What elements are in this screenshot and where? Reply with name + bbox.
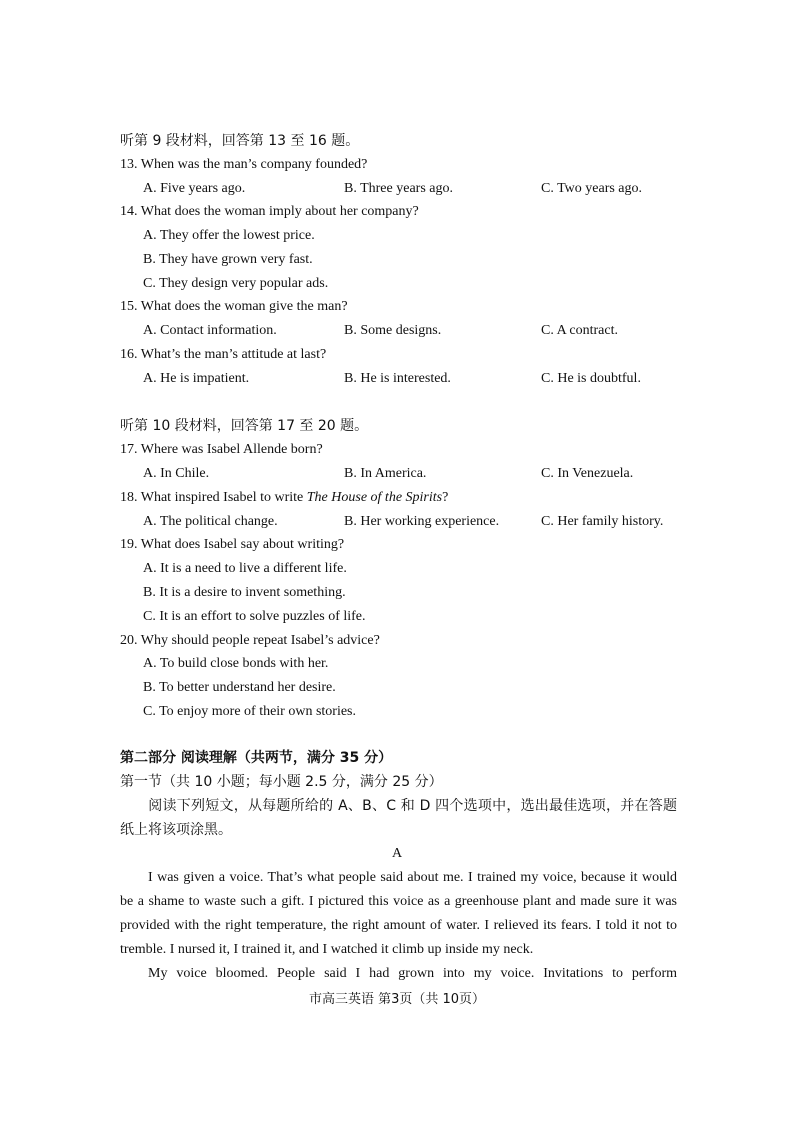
question-20: 20. Why should people repeat Isabel’s advice? [120, 633, 380, 648]
q16-option-a: A. He is impatient. [143, 371, 250, 386]
q15-option-b: B. Some designs. [344, 323, 442, 338]
question-13: 13. When was the man’s company founded? [120, 157, 368, 172]
question-18 [120, 489, 448, 507]
paragraph-1-text: I was given a voice. That’s what people said about me. I trained my voice, because it would be a shame to waste such a gift. I pictured this voice as a greenhouse plant and made sure it was provided with the right temperature, the right amount of water. I relieved its fears. I told it not to tremble. I nursed it, I trained it, and I watched it climb up inside my neck. [120, 870, 677, 957]
paragraph-2-text: My voice bloomed. People said I had grown into my voice. Invitations to perform [148, 966, 677, 981]
section-heading-9: 听第 9 段材料，回答第 13 至 16 题。 [120, 133, 360, 149]
book-title: The House of the Spirits [306, 490, 443, 505]
q15-option-c: C. A contract. [541, 323, 618, 338]
q13-option-b: B. Three years ago. [344, 181, 453, 196]
q18-option-c: C. Her family history. [541, 514, 664, 529]
section-heading-10: 听第 10 段材料，回答第 17 至 20 题。 [120, 418, 369, 434]
q17-option-a: A. In Chile. [143, 466, 210, 481]
question-14: 14. What does the woman imply about her company? [120, 204, 419, 219]
question-19: 19. What does Isabel say about writing? [120, 537, 345, 552]
question-15: 15. What does the woman give the man? [120, 299, 348, 314]
q14-option-a: A. They offer the lowest price. [143, 228, 315, 243]
q17-option-c: C. In Venezuela. [541, 466, 634, 481]
part-heading: 第二部分 阅读理解（共两节，满分 35 分） [120, 750, 393, 766]
q20-option-b: B. To better understand her desire. [143, 680, 336, 695]
q14-option-b: B. They have grown very fast. [143, 252, 313, 267]
q16-option-b: B. He is interested. [344, 371, 451, 386]
passage-letter: A [391, 846, 403, 861]
q15-option-a: A. Contact information. [143, 323, 277, 338]
q18-option-b: B. Her working experience. [344, 514, 500, 529]
instruction-paragraph [120, 794, 677, 842]
question-16: 16. What’s the man’s attitude at last? [120, 347, 327, 362]
question-17: 17. Where was Isabel Allende born? [120, 442, 323, 457]
passage-paragraph-1 [120, 866, 677, 962]
q18-stem-end: ? [442, 490, 449, 505]
instruction-text: 阅读下列短文，从每题所给的 A、B、C 和 D 四个选项中，选出最佳选项，并在答题纸上将该项涂黑。 [120, 798, 677, 838]
q20-option-a: A. To build close bonds with her. [143, 656, 329, 671]
passage-paragraph-2 [120, 962, 677, 986]
q17-option-b: B. In America. [344, 466, 427, 481]
q16-option-c: C. He is doubtful. [541, 371, 641, 386]
q13-option-c: C. Two years ago. [541, 181, 643, 196]
section-subheading: 第一节（共 10 小题；每小题 2.5 分，满分 25 分） [120, 774, 443, 790]
q14-option-c: C. They design very popular ads. [143, 276, 329, 291]
q13-option-a: A. Five years ago. [143, 181, 246, 196]
q19-option-b: B. It is a desire to invent something. [143, 585, 346, 600]
q18-stem-text: 18. What inspired Isabel to write [120, 490, 307, 505]
page-footer: 市高三英语 第3页（共 10页） [308, 992, 486, 1007]
q20-option-c: C. To enjoy more of their own stories. [143, 704, 357, 719]
q19-option-a: A. It is a need to live a different life. [143, 561, 347, 576]
q19-option-c: C. It is an effort to solve puzzles of life. [143, 609, 366, 624]
q18-option-a: A. The political change. [143, 514, 278, 529]
